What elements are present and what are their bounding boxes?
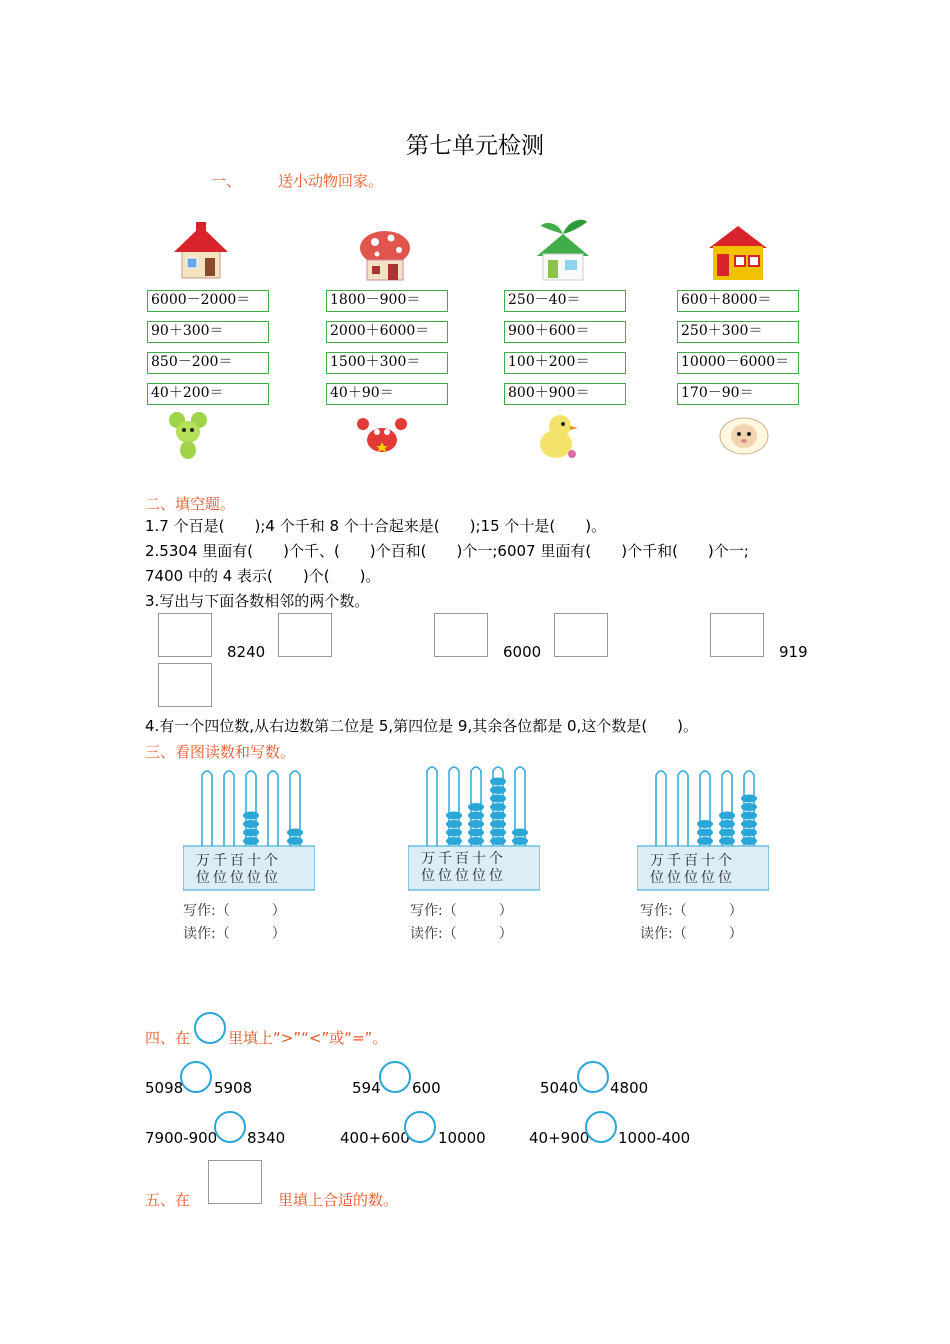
equation-box[interactable]: 100＋200＝ (504, 352, 626, 374)
section5-suffix: 里填上合适的数。 (278, 1191, 399, 1209)
place-value-label: 万千百十个 (650, 853, 735, 869)
abacus-bead (446, 829, 462, 837)
mouse-icon[interactable] (168, 410, 208, 462)
compare-right: 1000-400 (618, 1129, 691, 1147)
red-cottage-icon (170, 220, 232, 282)
read-answer[interactable]: 读作:（ ） (410, 926, 513, 942)
sheep-icon[interactable] (717, 412, 771, 460)
compare-circle[interactable] (180, 1061, 212, 1093)
compare-circle[interactable] (577, 1061, 609, 1093)
compare-left: 5098 (145, 1079, 184, 1097)
abacus-bead (741, 829, 757, 837)
place-value-label: 位位位位位 (421, 868, 506, 884)
mushroom-house-icon (355, 226, 415, 284)
abacus-bead (243, 829, 259, 837)
abacus-bead (490, 837, 506, 845)
abacus-bead (697, 837, 713, 845)
question-3: 3.写出与下面各数相邻的两个数。 (145, 592, 370, 610)
abacus-bead (490, 820, 506, 828)
abacus-bead (490, 786, 506, 794)
abacus-bead (446, 837, 462, 845)
equation-box[interactable]: 6000－2000＝ (147, 290, 269, 312)
abacus-bead (719, 829, 735, 837)
answer-box (208, 1160, 262, 1204)
chick-icon[interactable] (532, 412, 582, 464)
compare-right: 4800 (610, 1079, 649, 1097)
equation-box[interactable]: 90＋300＝ (147, 321, 269, 343)
equation-box[interactable]: 40＋90＝ (326, 383, 448, 405)
crab-icon[interactable] (357, 412, 407, 460)
neighbor-number: 8240 (227, 643, 266, 661)
write-answer[interactable]: 写作:（ ） (410, 903, 513, 919)
compare-circle[interactable] (404, 1111, 436, 1143)
leaf-house-icon (533, 214, 593, 282)
abacus-bead (741, 803, 757, 811)
compare-circle[interactable] (214, 1111, 246, 1143)
section3-heading: 三、看图读数和写数。 (145, 743, 296, 761)
abacus-bead (490, 829, 506, 837)
abacus-bead (741, 812, 757, 820)
compare-left: 7900-900 (145, 1129, 218, 1147)
compare-circle (194, 1012, 226, 1044)
abacus-bead (468, 803, 484, 811)
read-answer[interactable]: 读作:（ ） (640, 926, 743, 942)
place-value-label: 位位位位位 (196, 870, 281, 886)
abacus-bead (446, 812, 462, 820)
equation-box[interactable]: 800＋900＝ (504, 383, 626, 405)
place-value-label: 万千百十个 (421, 851, 506, 867)
abacus-bead (697, 829, 713, 837)
section5-prefix: 五、在 (145, 1191, 191, 1209)
equation-box[interactable]: 10000－6000＝ (677, 352, 799, 374)
read-answer[interactable]: 读作:（ ） (183, 926, 286, 942)
neighbor-number: 6000 (503, 643, 542, 661)
abacus-bead (741, 820, 757, 828)
abacus-bead (741, 795, 757, 803)
compare-left: 5040 (540, 1079, 579, 1097)
place-value-label: 万千百十个 (196, 853, 281, 869)
compare-circle[interactable] (379, 1061, 411, 1093)
answer-box[interactable] (710, 613, 764, 657)
abacus-bead (468, 812, 484, 820)
abacus-bead (243, 820, 259, 828)
compare-right: 10000 (438, 1129, 486, 1147)
equation-box[interactable]: 2000＋6000＝ (326, 321, 448, 343)
section2-heading: 二、填空题。 (145, 495, 236, 513)
abacus-bead (287, 837, 303, 845)
equation-box[interactable]: 1800－900＝ (326, 290, 448, 312)
answer-box[interactable] (434, 613, 488, 657)
answer-box[interactable] (158, 613, 212, 657)
compare-left: 594 (352, 1079, 381, 1097)
neighbor-number: 919 (779, 643, 808, 661)
compare-right: 8340 (247, 1129, 286, 1147)
abacus-rod (656, 771, 666, 846)
abacus-rod (202, 771, 212, 846)
abacus-bead (512, 829, 528, 837)
abacus-bead (697, 820, 713, 828)
question-4: 4.有一个四位数,从右边数第二位是 5,第四位是 9,其余各位都是 0,这个数是( )。 (145, 717, 699, 735)
abacus-bead (490, 778, 506, 786)
equation-box[interactable]: 600＋8000＝ (677, 290, 799, 312)
abacus-rod (427, 767, 437, 846)
abacus-bead (243, 837, 259, 845)
equation-box[interactable]: 250＋300＝ (677, 321, 799, 343)
compare-right: 600 (412, 1079, 441, 1097)
compare-right: 5908 (214, 1079, 253, 1097)
red-barn-icon (707, 222, 769, 284)
answer-box[interactable] (158, 663, 212, 707)
equation-box[interactable]: 900＋600＝ (504, 321, 626, 343)
abacus-bead (490, 803, 506, 811)
section1-heading: 送小动物回家。 (278, 172, 384, 190)
abacus-bead (446, 820, 462, 828)
equation-box[interactable]: 40＋200＝ (147, 383, 269, 405)
abacus-bead (490, 795, 506, 803)
equation-box[interactable]: 170－90＝ (677, 383, 799, 405)
abacus-bead (741, 837, 757, 845)
abacus-bead (490, 812, 506, 820)
abacus-bead (719, 812, 735, 820)
compare-left: 40+900 (529, 1129, 590, 1147)
question-2-line1: 2.5304 里面有( )个千、( )个百和( )个一;6007 里面有( )个千和( )个一; (145, 542, 749, 560)
abacus-bead (468, 829, 484, 837)
abacus-bead (287, 829, 303, 837)
compare-left: 400+600 (340, 1129, 410, 1147)
section4-suffix: 里填上“>”“<”或“=”。 (228, 1029, 388, 1047)
abacus-bead (719, 837, 735, 845)
write-answer[interactable]: 写作:（ ） (640, 903, 743, 919)
abacus-rod (268, 771, 278, 846)
abacus-bead (719, 820, 735, 828)
place-value-label: 位位位位位 (650, 870, 735, 886)
section1-number: 一、 (211, 172, 242, 190)
write-answer[interactable]: 写作:（ ） (183, 903, 286, 919)
abacus-bead (243, 812, 259, 820)
equation-box[interactable]: 850－200＝ (147, 352, 269, 374)
equation-box[interactable]: 1500＋300＝ (326, 352, 448, 374)
abacus-bead (512, 837, 528, 845)
abacus-bead (468, 837, 484, 845)
answer-box[interactable] (278, 613, 332, 657)
section4-prefix: 四、在 (145, 1029, 191, 1047)
compare-circle[interactable] (585, 1111, 617, 1143)
question-1: 1.7 个百是( );4 个千和 8 个十合起来是( );15 个十是( )。 (145, 517, 607, 535)
equation-box[interactable]: 250－40＝ (504, 290, 626, 312)
abacus-bead (468, 820, 484, 828)
question-2-line2: 7400 中的 4 表示( )个( )。 (145, 567, 381, 585)
abacus-rod (678, 771, 688, 846)
page-title: 第七单元检测 (406, 133, 544, 159)
answer-box[interactable] (554, 613, 608, 657)
abacus-rod (224, 771, 234, 846)
